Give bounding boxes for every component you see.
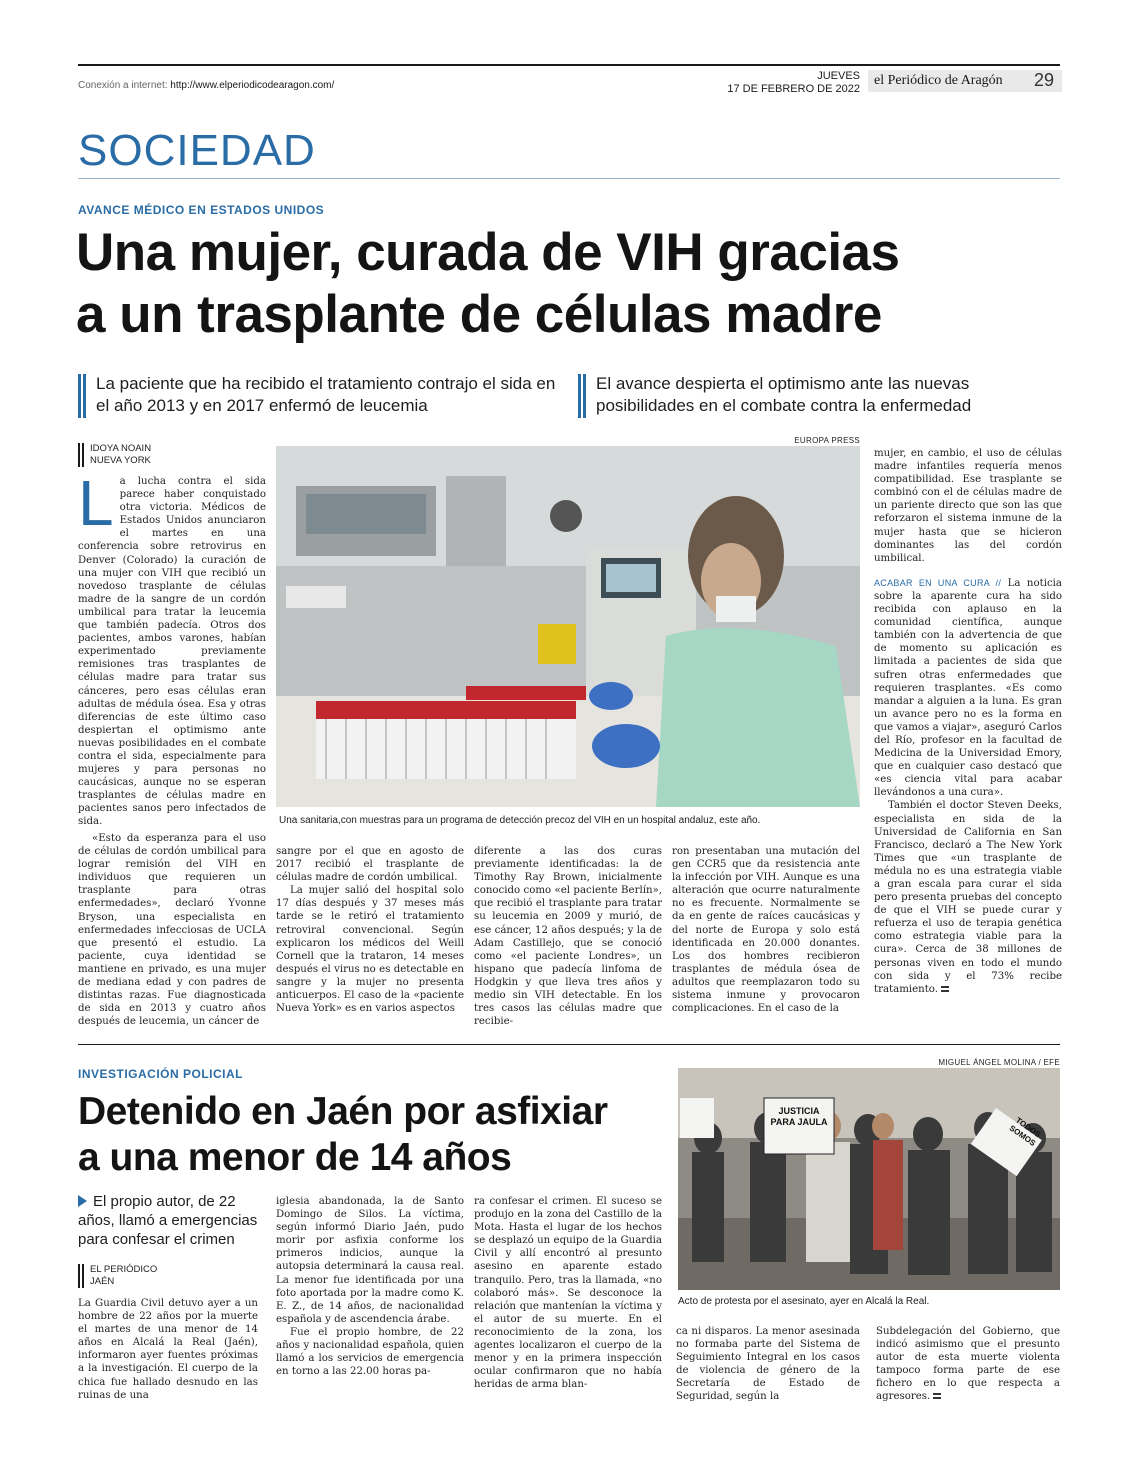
article1-col5-lead: ACABAR EN UNA CURA // [874, 577, 1002, 588]
protest-sign2-text: TODOS SOMOS [1007, 1115, 1043, 1148]
article2-col2-p1: iglesia abandonada, la de Santo Domingo de Silos. La víctima, según informó Diario Jaén, pudo morir por asfixia conforme los primeros indicios, aunque la autopsia determinará la causa real. La menor fue identificada por una foto aportada por la madre como K. E. Z., de 14 años, de nacionalidad española y de ascendencia árabe. [276, 1196, 464, 1325]
article2-kicker: INVESTIGACIÓN POLICIAL [78, 1067, 244, 1081]
article1-subhead-right: El avance despierta el optimismo ante las nuevas posibilidades en el combate contra la enfermedad [596, 374, 972, 415]
article2-col2-p2: Fue el propio hombre, de 22 años y nacionalidad española, quien llamó a los servicios de emergencia en torno a las 22.00 horas pa- [276, 1326, 464, 1378]
article2-byline [90, 1264, 157, 1288]
photo2-caption: Acto de protesta por el asesinato, ayer en Alcalá la Real. [678, 1296, 930, 1307]
dropcap: L [78, 475, 114, 539]
article1-byline [90, 443, 151, 467]
article1-col5-p3-wrap [874, 799, 1062, 995]
protest-photo [678, 1068, 1060, 1290]
article2-col5-p1-wrap [876, 1325, 1060, 1404]
photo1-credit: EUROPA PRESS [794, 436, 860, 445]
article2-headline [78, 1089, 658, 1181]
article1-headline-line2: a un trasplante de células madre [76, 285, 882, 344]
photo2-credit: MIGUEL ÁNGEL MOLINA / EFE [938, 1058, 1060, 1067]
article1-col5 [874, 447, 1062, 1032]
byline-name: IDOYA NOAIN [90, 443, 152, 454]
article2-col5-p1: Subdelegación del Gobierno, que indicó asimismo que el presunto autor de esta muerte violenta tampoco forma parte de ese fichero en lo que respecta a agresores. [876, 1326, 1060, 1403]
article2-byline-name: EL PERIÓDICO [90, 1264, 158, 1275]
section-rule [78, 178, 1060, 179]
article1-col1-p2: «Esto da esperanza para el uso de células de cordón umbilical para lograr remisión del VIH en individuos que requieren un trasplante para otras enfermedades», declaró Yvonne Bryson, una especialista en enfermedades infecciosas de UCLA que presentó el estudio. La paciente, cuya identidad se mantiene en privado, es una mujer de mediana edad y con padres de distintas razas. Fue diagnosticada de sida en 2013 y cuatro años después de leucemia, un cáncer de [78, 833, 266, 1028]
article1-col5-p1: mujer, en cambio, el uso de células madre infantiles requería menos compatibilidad. Ese trasplante se combinó con el de células madre de un pariente directo que son las que reforzaron el sistema inmune de la mujer hasta que se hicieron dominantes las del cordón umbilical. [874, 448, 1062, 564]
article2-col4 [676, 1325, 860, 1409]
protest-photo-illustration [678, 1068, 1060, 1290]
article2-col5 [876, 1325, 1060, 1409]
article1-col2-p1: sangre por el que en agosto de 2017 recibió el trasplante de células madre de cordón umbilical. [276, 846, 464, 884]
section-title: SOCIEDAD [78, 126, 316, 175]
date: 17 DE FEBRERO DE 2022 [727, 83, 860, 95]
arrow-bullet-icon [78, 1195, 87, 1207]
article2-col3 [474, 1195, 662, 1407]
lab-photo [276, 446, 860, 807]
subhead-right-bars [578, 374, 586, 418]
page-number: 29 [1034, 70, 1055, 90]
article2-headline-line2: a una menor de 14 años [78, 1136, 512, 1179]
article2-byline-bars [78, 1264, 84, 1288]
article1-headline-line1: Una mujer, curada de VIH gracias [76, 223, 900, 282]
article2-col4-p1: ca ni disparos. La menor asesinada no formaba parte del Sistema de Seguimiento Integral en los casos de violencia de género de la Secretaría de Estado de Seguridad, según la [676, 1326, 860, 1403]
article-divider [78, 1044, 1060, 1045]
article1-col3 [474, 845, 662, 1030]
lab-photo-illustration [276, 446, 860, 807]
article1-col2 [276, 845, 464, 1030]
article2-subhead-wrap [78, 1192, 258, 1249]
byline-place: NUEVA YORK [90, 455, 151, 466]
article1-col5-p2: La noticia sobre la aparente cura ha sido recibida con aplauso en la comunidad científica, aunque también con la advertencia de que de momento su aplicación es limitada a pacientes de sida que sufren otras enfermedades que requieren trasplantes. «Es como mandar a alguien a la luna. Es gran un avance pero no es la forma en que vamos a viajar», aseguró Carlos del Río, profesor en la facultad de Medicina de la Universidad Emory, que en cualquier caso destacó que «es ciencia vital para acabar llevándonos a una cura». [874, 577, 1062, 799]
end-mark [941, 986, 949, 992]
connection-label: Conexión a internet: [78, 80, 168, 91]
date-block [700, 70, 860, 96]
article1-col1-p1: a lucha contra el sida parece haber conquistado otra victoria. Médicos de Estados Unidos anunciaron el martes en una conferencia sobre retrovirus en Denver (Colorado) la curación de una mujer con VIH que recibió un novedoso trasplante de células madre de la sangre de un cordón umbilical para tratar la leucemia que también padecía. Otros dos pacientes, ambos varones, habían experimentado previamente remisiones tras trasplantes de células madre para tratar sus cánceres, pero esas células eran adultas de médula ósea. Esa y otras diferencias de este último caso despiertan el optimismo ante nuevas posibilidades en el combate contra el sida, especialmente para mujeres y para personas no caucásicas, aunque no se esperan trasplantes de células madre en pacientes sanos pero infectados de sida. [78, 476, 266, 828]
article1-col1-top [78, 475, 266, 837]
end-mark-2 [933, 1393, 941, 1399]
article2-headline-line1: Detenido en Jaén por asfixiar [78, 1090, 608, 1133]
article1-col3-p1: diferente a las dos curas previamente identificadas: la de Timothy Ray Brown, inicialmente conocido como «el paciente Berlín», que recibió el trasplante para tratar su leucemia en 2009 y murió, de ese cáncer, 12 años después; y la de Adam Castillejo, que se conoció como «el paciente Londres», un hispano que padecía linfoma de Hodgkin y que lleva tres años y medio sin VIH detectable. En los tres casos las células madre que recibie- [474, 846, 662, 1028]
article1-col5-p2-wrap [874, 577, 1062, 800]
article2-byline-place: JAÉN [90, 1276, 115, 1287]
article1-col4 [672, 845, 860, 1030]
weekday: JUEVES [817, 70, 860, 82]
subhead-left-bars [78, 374, 86, 418]
article1-col2-p2: La mujer salió del hospital solo 17 días después y 37 meses más tarde se le retiró el tratamiento retroviral convencional. Según explicaron los médicos del Weill Cornell que la trataron, 14 meses después el virus no es detectable en sangre y la mujer no presenta anticuerpos. El caso de la «paciente Nueva York» es en varios aspectos [276, 885, 464, 1015]
article1-subhead-left: La paciente que ha recibido el tratamiento contrajo el sida en el año 2013 y en 2017 enfermó de leucemia [96, 374, 556, 415]
protest-sign-text: JUSTICIA PARA JAULA [770, 1106, 828, 1127]
publication-name: el Periódico de Aragón [874, 73, 1003, 88]
byline-bars [78, 443, 84, 467]
article1-col4-p1: ron presentaban una mutación del gen CCR5 que da resistencia ante la infección por VIH. Aunque es una alteración que ocurre naturalmente no es frecuente. Normalmente se da en gente de raíces caucásicas y del norte de Europa y solo está identificada en 20.000 donantes. Los dos hombres recibieron trasplantes de médula ósea de adultos que reemplazaron todo su sistema inmune y provocaron complicaciones. En el caso de la [672, 846, 860, 1015]
article1-headline [76, 222, 1076, 346]
photo1-caption: Una sanitaria,con muestras para un programa de detección precoz del VIH en un hospital andaluz, este año. [279, 815, 761, 826]
article1-kicker: AVANCE MÉDICO EN ESTADOS UNIDOS [78, 203, 325, 217]
article1-col1-bottom [78, 832, 266, 1030]
article2-col3-p1: ra confesar el crimen. El suceso se produjo en la zona del Castillo de la Mota. Hasta el lugar de los hechos se desplazó un equipo de la Guardia Civil y allí encontró al presunto asesino en aparente estado tranquilo. Pero, tras la llamada, «no colaboró más». Se desconoce la relación que mantenían la víctima y el autor de su muerte. En el reconocimiento de la zona, los agentes localizaron el cuerpo de la menor y en la primera inspección ocular confirmaron que no había heridas de arma blan- [474, 1196, 662, 1391]
article2-col2 [276, 1195, 464, 1407]
top-rule [78, 64, 1060, 66]
article2-col1 [78, 1297, 258, 1407]
connection-line [78, 80, 334, 91]
connection-url[interactable]: http://www.elperiodicodearagon.com/ [170, 80, 335, 91]
article1-col5-p3: También el doctor Steven Deeks, especialista en sida de la Universidad de California en San Francisco, declaró a The New York Times que «un trasplante de médula no es una estrategia viable a gran escala para curar el sida pero presenta pruebas del concepto de que el VIH se puede curar y refuerza el uso de terapia genética como estrategia viable para la cura». Cerca de 38 millones de personas viven en todo el mundo con sida y el 73% recibe tratamiento. [874, 800, 1062, 995]
article2-col1-p1: La Guardia Civil detuvo ayer a un hombre de 22 años por la muerte el martes de una menor de 14 años en Alcalá la Real (Jaén), informaron ayer fuentes próximas a la investigación. El cuerpo de la chica fue hallado desnudo en las ruinas de una [78, 1298, 258, 1401]
article2-subhead: El propio autor, de 22 años, llamó a emergencias para confesar el crimen [78, 1193, 258, 1248]
